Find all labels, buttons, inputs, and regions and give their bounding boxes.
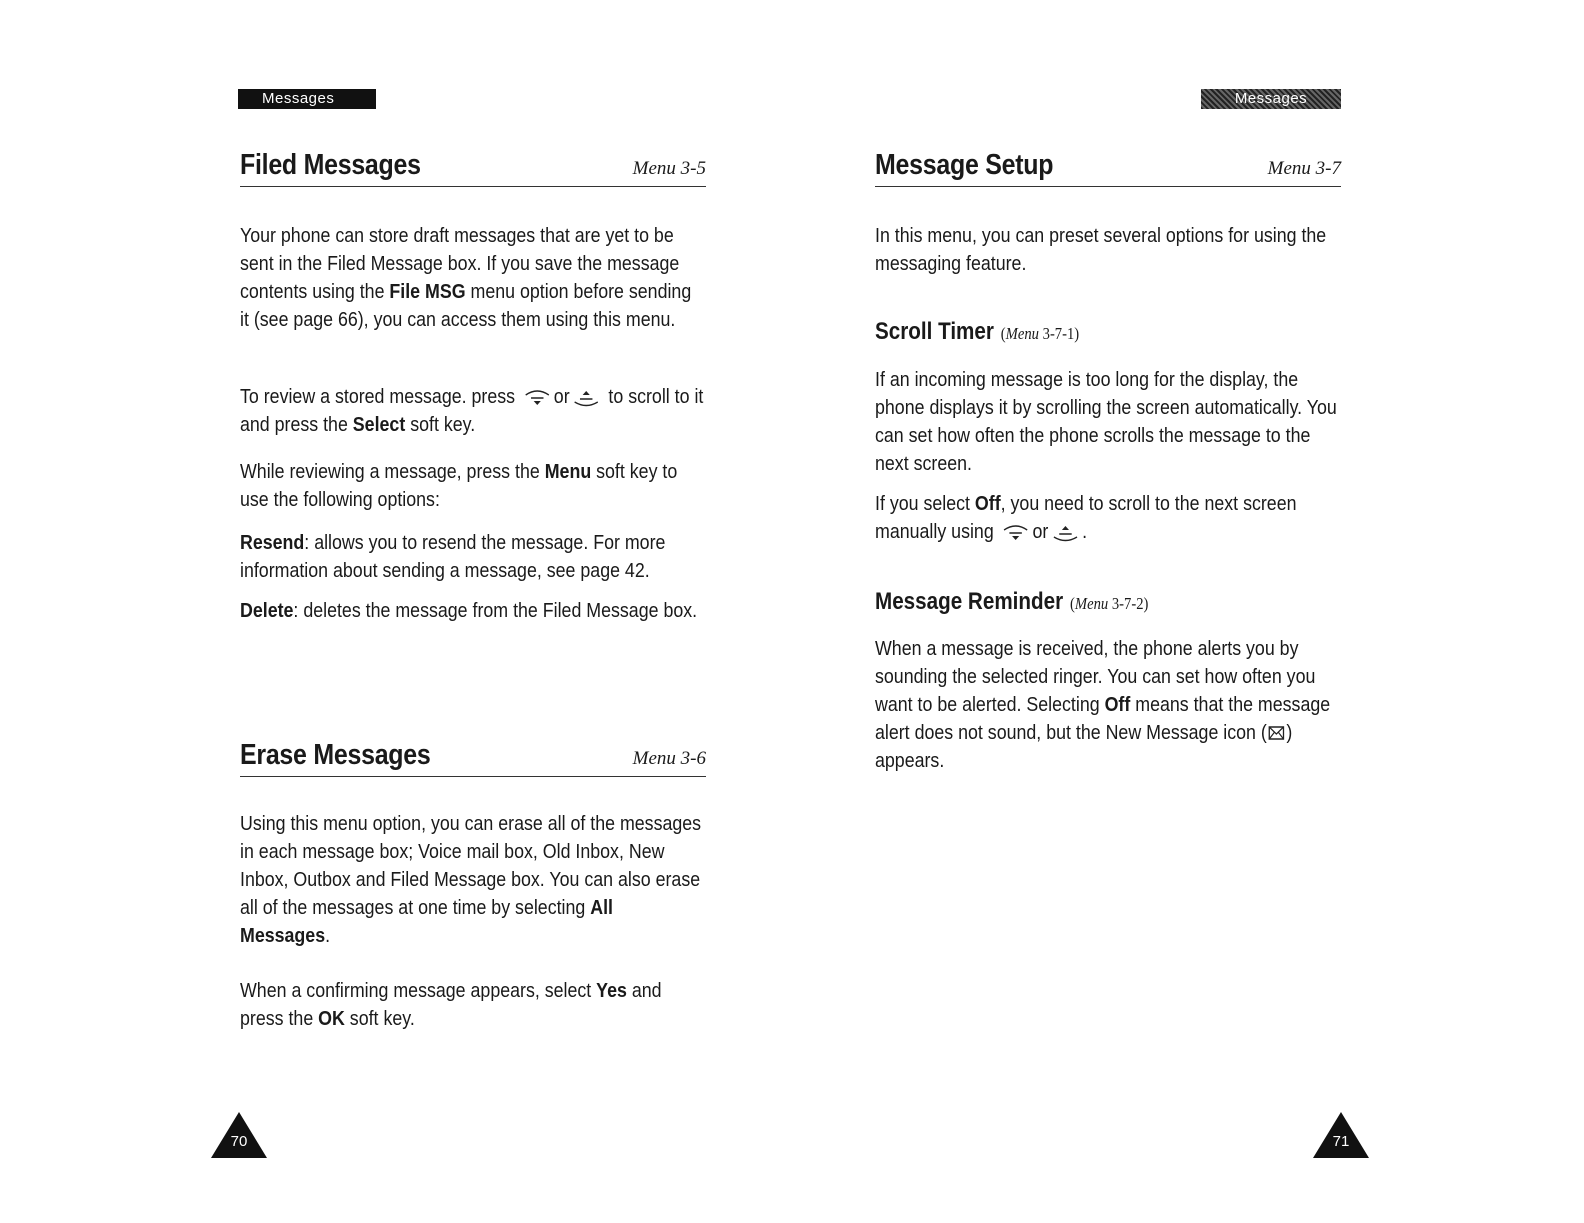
filed-paragraph-3: While reviewing a message, press the Menu soft key to use the following options: xyxy=(240,461,678,511)
erase-messages-title: Erase Messages xyxy=(240,739,431,771)
message-reminder-paragraph: When a message is received, the phone alerts you by sounding the selected ringer. You can set how often you want to be alerted. Selecting Off means that the message alert does not sound, but the New Message icon ( ) appears. xyxy=(875,638,1331,772)
filed-paragraph-delete: Delete: deletes the message from the Filed Message box. xyxy=(240,600,698,622)
message-setup-menu-ref: Menu 3-7 xyxy=(1267,158,1341,179)
erase-paragraph-2: When a confirming message appears, select Yes and press the OK soft key. xyxy=(240,980,662,1030)
erase-messages-heading xyxy=(240,740,706,777)
page-number-left-text: 70 xyxy=(230,1133,248,1150)
filed-paragraph-1: Your phone can store draft messages that are yet to be sent in the Filed Message box. If you save the message contents using the File MSG menu option before sending it (see page 66), you can access them using this menu. xyxy=(240,225,692,331)
up-key-icon xyxy=(524,388,551,408)
erase-messages-menu-ref: Menu 3-6 xyxy=(632,748,706,769)
page-number-right-text: 71 xyxy=(1332,1133,1350,1150)
new-message-envelope-icon xyxy=(1269,720,1285,734)
filed-messages-title: Filed Messages xyxy=(240,149,421,181)
erase-paragraph-1: Using this menu option, you can erase all of the messages in each message box; Voice mail box, Old Inbox, New Inbox, Outbox and Filed Message box. You can also erase all of the messages at one time by selecting All Messages. xyxy=(240,813,702,947)
message-setup-heading xyxy=(875,150,1341,187)
section-tab-right: Messages xyxy=(1201,89,1341,109)
page-number-right xyxy=(1313,1112,1369,1158)
scroll-timer-paragraph-2: If you select Off, you need to scroll to the next screen manually using or . xyxy=(875,493,1297,543)
filed-messages-menu-ref: Menu 3-5 xyxy=(632,158,706,179)
scroll-timer-paragraph-1: If an incoming message is too long for the display, the phone displays it by scrolling the screen automatically. You can set how often the phone scrolls the message to the next screen. xyxy=(875,369,1337,475)
filed-paragraph-resend: Resend: allows you to resend the message. For more information about sending a message, see page 42. xyxy=(240,532,666,582)
message-setup-title: Message Setup xyxy=(875,149,1054,181)
scroll-timer-heading: Scroll Timer (Menu 3-7-1) xyxy=(875,318,1080,345)
up-key-icon xyxy=(1002,523,1029,543)
section-tab-left: Messages xyxy=(238,89,376,109)
left-page xyxy=(240,0,706,1223)
filed-paragraph-2: To review a stored message. press or to scroll to it and press the Select soft key. xyxy=(240,386,704,436)
filed-messages-heading xyxy=(240,150,706,187)
right-page xyxy=(875,0,1341,1223)
down-key-icon xyxy=(1052,523,1079,543)
page-number-left xyxy=(211,1112,267,1158)
down-key-icon xyxy=(573,388,600,408)
message-reminder-heading: Message Reminder (Menu 3-7-2) xyxy=(875,588,1149,615)
setup-intro: In this menu, you can preset several options for using the messaging feature. xyxy=(875,225,1327,275)
